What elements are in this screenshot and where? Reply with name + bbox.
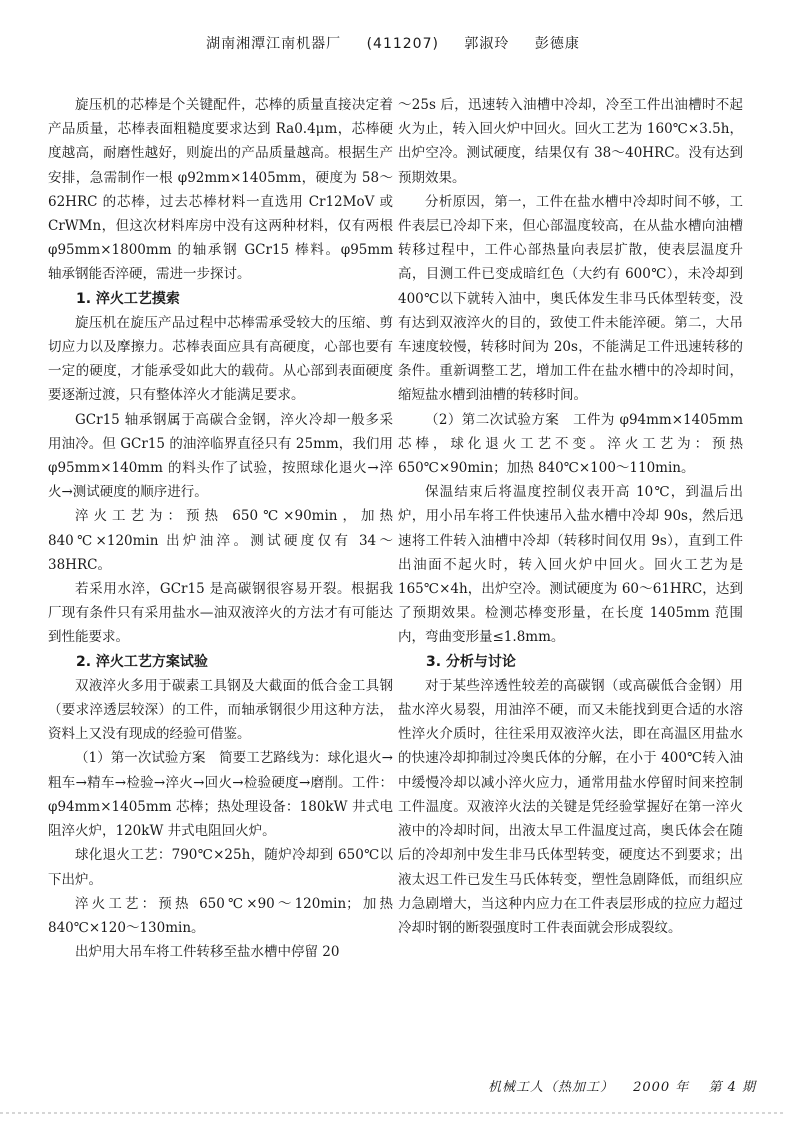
paragraph: 分析原因，第一，工件在盐水槽中冷却时间不够，工件表层已冷却下来，但心部温度较高，在从盐水槽向油槽转移过程中，工件心部热量向表层扩散，使表层温度升高，目测工件已变成暗红色（大约有 600℃），未冷却到 400℃以下就转入油中，奥氏体发生非马氏体型转变，没有达到双液淬火的目的，致使工件未能淬硬。第二，大吊车速度较慢，转移时间为 20s，不能满足工件迅速转移的条件。重新调整工艺，增加工件在盐水槽中的冷却时间，缩短盐水槽到油槽的转移时间。 [398, 193, 743, 404]
paragraph: 若采用水淬，GCr15 是高碳钢很容易开裂。根据我厂现有条件只有采用盐水—油双液淬火的方法才有可能达到性能要求。 [48, 581, 393, 646]
paragraph: 出炉用大吊车将工件转移至盐水槽中停留 20 [75, 944, 340, 961]
section-heading: 1. 淬火工艺摸索 [76, 290, 180, 307]
paragraph: 球化退火工艺：790℃×25h，随炉冷却到 650℃以下出炉。 [48, 847, 393, 888]
paragraph: 旋压机的芯棒是个关键配件，芯棒的质量直接决定着产品质量，芯棒表面粗糙度要求达到 Ra0.4μm，芯棒硬度越高，耐磨性越好，则旋出的产品质量越高。根据生产安排，急需制作一根 φ92mm×1405mm，硬度为 58～62HRC 的芯棒，过去芯棒材料一直选用 Cr12MoV 或 CrWMn，但这次材料库房中没有这两种材料，仅有两根 φ95mm×1800mm 的轴承钢 GCr15 棒料。φ95mm 轴承钢能否淬硬，需进一步探讨。 [48, 97, 393, 283]
footer-journal: 机械工人（热加工） [487, 1080, 614, 1095]
paragraph: 保温结束后将温度控制仪表开高 10℃，到温后出炉，用小吊车将工件快速吊入盐水槽中冷却 90s，然后迅速将工件转入油槽中冷却（转移时间仅用 9s），直到工件出油面不起火时，转入回火炉中回火。回火工艺为是 165℃×4h，出炉空冷。测试硬度为 60～61HRC，达到了预期效果。检测芯棒变形量，在长度 1405mm 范围内，弯曲变形量≤1.8mm。 [398, 484, 743, 646]
right-column [398, 93, 743, 940]
footer-issue: 第 4 期 [708, 1080, 756, 1095]
paragraph: 淬火工艺为：预热 650℃×90min，加热 840℃×120min 出炉油淬。测试硬度仅有 34～38HRC。 [48, 508, 393, 573]
section-heading: 2. 淬火工艺方案试验 [76, 653, 208, 670]
paragraph: （1）第一次试验方案 简要工艺路线为：球化退火→粗车→精车→检验→淬火→回火→检验硬度→磨削。工件：φ94mm×1405mm 芯棒；热处理设备：180kW 井式电阻淬火炉，120kW 井式电阻回火炉。 [48, 750, 393, 840]
paragraph: 淬火工艺：预热 650℃×90～120min；加热 840℃×120～130min。 [48, 895, 393, 936]
header-postcode: (411207) [366, 36, 439, 52]
left-column [48, 93, 393, 964]
header-organization: 湖南湘潭江南机器厂 [206, 36, 342, 52]
header-author-2: 彭德康 [534, 36, 580, 52]
paragraph: GCr15 轴承钢属于高碳合金钢，淬火冷却一般多采用油冷。但 GCr15 的油淬临界直径只有 25mm，我们用 φ95mm×140mm 的料头作了试验，按照球化退火→淬火→测试硬度的顺序进行。 [48, 411, 393, 501]
paragraph: 对于某些淬透性较差的高碳钢（或高碳低合金钢）用盐水淬火易裂，用油淬不硬，而又未能找到更合适的水溶性淬火介质时，往往采用双液淬火法，即在高温区用盐水的快速冷却抑制过冷奥氏体的分解，在小于 400℃转入油中缓慢冷却以减小淬火应力，通常用盐水停留时间来控制工件温度。双液淬火法的关键是凭经验掌握好在第一淬火液中的冷却时间，出液太早工件温度过高，奥氏体会在随后的冷却剂中发生非马氏体型转变，硬度达不到要求；出液太迟工件已发生马氏体转变，塑性急剧降低，而组织应力急剧增大，当这种内应力在工件表层形成的拉应力超过冷却时钢的断裂强度时工件表面就会形成裂纹。 [398, 677, 743, 936]
header-author-1: 郭淑玲 [464, 36, 510, 52]
page-footer [474, 1076, 756, 1095]
paragraph: 双液淬火多用于碳素工具钢及大截面的低合金工具钢（要求淬透层较深）的工件，而轴承钢很少用这种方法，资料上又没有现成的经验可借鉴。 [48, 677, 393, 743]
section-heading: 3. 分析与讨论 [426, 653, 516, 670]
footer-year: 2000 年 [633, 1080, 690, 1095]
paragraph: （2）第二次试验方案 工件为 φ94mm×1405mm 芯棒，球化退火工艺不变。淬火工艺为：预热 650℃×90min；加热 840℃×100～110min。 [398, 411, 743, 477]
scan-edge-divider [0, 1112, 786, 1114]
page-header [0, 33, 786, 63]
paragraph: 旋压机在旋压产品过程中芯棒需承受较大的压缩、剪切应力以及摩擦力。芯棒表面应具有高硬度，心部也要有一定的硬度，才能承受如此大的载荷。从心部到表面硬度要逐渐过渡，只有整体淬火才能满足要求。 [48, 314, 393, 404]
paragraph-continued: ～25s 后，迅速转入油槽中冷却，冷至工件出油槽时不起火为止，转入回火炉中回火。回火工艺为 160℃×3.5h，出炉空冷。测试硬度，结果仅有 38～40HRC。没有达到预期效果。 [398, 97, 743, 186]
